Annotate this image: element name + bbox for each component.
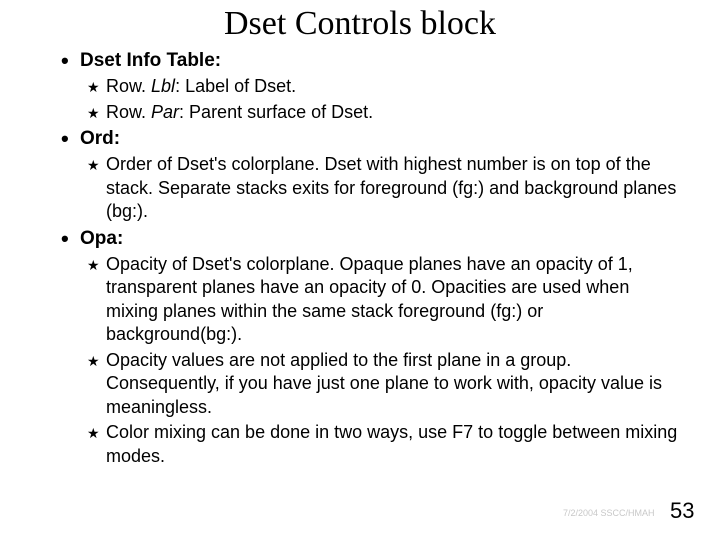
- item-rest: : Label of Dset.: [175, 76, 297, 96]
- item-lead: Row.: [106, 101, 152, 122]
- star-bullet-icon: ★: [87, 352, 100, 369]
- bullet-dot-icon: •: [61, 126, 69, 151]
- star-bullet-icon: ★: [87, 157, 100, 173]
- sub-bullet-opacity-description: [0, 253, 720, 347]
- bullet-ord: [0, 127, 720, 151]
- section-heading: Ord:: [80, 128, 121, 149]
- item-text: Color mixing can be done in two ways, use F7 to toggle between mixing modes.: [106, 422, 678, 466]
- sub-bullet-row-lbl: [0, 75, 720, 99]
- sub-bullet-row-par: [0, 101, 720, 125]
- sub-bullet-opacity-first-plane: [0, 349, 720, 420]
- item-rest: : Parent surface of Dset.: [179, 101, 374, 122]
- bullet-dset-info-table: [0, 49, 720, 73]
- item-text: Opacity values are not applied to the first plane in a group. Consequently, if you have just one plane to work with, opacity value is meaningless.: [106, 349, 662, 417]
- item-emphasis: Lbl: [151, 76, 176, 96]
- star-bullet-icon: ★: [87, 256, 100, 273]
- bullet-dot-icon: •: [61, 225, 69, 251]
- section-heading: Dset Info Table:: [80, 50, 222, 71]
- sub-bullet-color-mixing: [0, 421, 720, 468]
- sub-bullet-ord-description: [0, 153, 720, 224]
- section-heading: Opa:: [80, 227, 124, 249]
- item-text: Order of Dset's colorplane. Dset with highest number is on top of the stack. Separate stacks exits for foreground (fg:) and background planes (bg:).: [106, 154, 677, 221]
- item-text: Opacity of Dset's colorplane. Opaque planes have an opacity of 1, transparent planes have an opacity of 0. Opacities are used when mixing planes within the same stack foreground (fg:) or background(bg:).: [106, 253, 633, 344]
- star-bullet-icon: ★: [87, 425, 100, 441]
- bullet-dot-icon: •: [61, 48, 69, 73]
- slide-content: [0, 46, 720, 468]
- star-bullet-icon: ★: [87, 104, 100, 121]
- page-number: 53: [670, 498, 695, 523]
- slide-title: Dset Controls block: [224, 5, 496, 42]
- star-bullet-icon: ★: [87, 79, 100, 95]
- item-lead: Row.: [106, 76, 152, 96]
- bullet-opa: [0, 227, 720, 251]
- item-emphasis: Par: [151, 101, 180, 122]
- slide-footer: 7/2/2004 SSCC/HMAH: [563, 508, 655, 518]
